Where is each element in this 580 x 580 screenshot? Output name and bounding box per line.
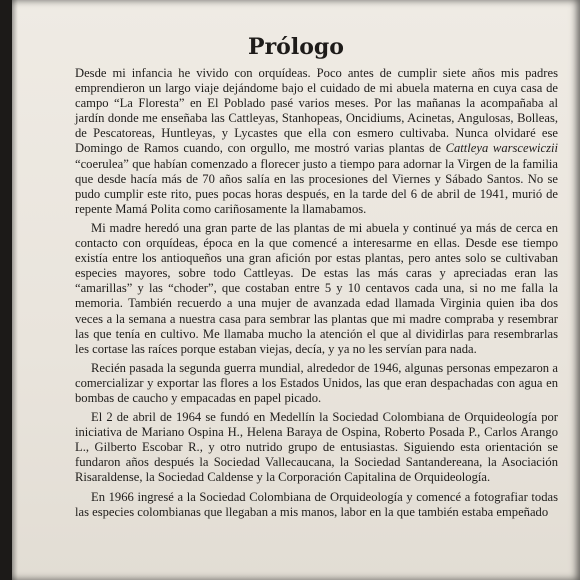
paragraph-5: En 1966 ingresé a la Sociedad Colombiana de Orquideología y comencé a fotografiar todas las especies colombianas que llegaban a mis manos, labor en la que también estaba empeñado [75,489,558,519]
species-name: Cattleya warscewiczii [445,141,558,156]
book-page [12,0,580,580]
paragraph-4: El 2 de abril de 1964 se fundó en Medellín la Sociedad Colombiana de Orquideología por iniciativa de Mariano Ospina H., Helena Baraya de Ospina, Roberto Posada P., Carlos Arango L., Gilberto Escobar R., y otro nutrido grupo de entusiastas. Siguiendo esta orientación se fundaron años después la Sociedad Vallecaucana, la Sociedad Santandereana, la Asociación Risaraldense, la Sociedad Caldense y la Corporación Capitalina de Orquideología. [75,410,558,485]
prologue-text [75,66,558,524]
paragraph-3: Recién pasada la segunda guerra mundial, alrededor de 1946, algunas personas empezaron a comercializar y exportar las flores a los Estados Unidos, las que eran despachadas con agua en bombas de caucho y empacadas en papel picado. [75,360,558,405]
page-title: Prólogo [248,34,344,60]
paragraph-2: Mi madre heredó una gran parte de las plantas de mi abuela y continué ya más de cerca en contacto con orquídeas, época en la que comencé a interesarme en ellas. Desde ese tiempo existía entre los antioqueños una gran afición por estas plantas, pero antes solo se cultivaban especies mayores, sobre todo Cattleyas. De estas las más caras y apreciadas eran las “amarillas” y las “choder”, que costaban entre 5 y 10 centavos cada una, si no me falla la memoria. También recuerdo a una mujer de avanzada edad llamada Virginia quien iba dos veces a la semana a nuestra casa para sembrar las plantas que mi madre compraba y resembrar las que tenía en cultivo. Me llamaba mucho la atención el que al dividirlas para resembrarlas les cortase las raíces porque estaban viejas, decía, y ya no les servían para nada. [75,220,558,356]
paragraph-1 [75,66,558,217]
paragraph-1-part-1: Desde mi infancia he vivido con orquídeas. Poco antes de cumplir siete años mis padres emprendieron un largo viaje dejándome bajo el cuidado de mi abuela materna en cuya casa de campo “La Floresta” en El Poblado pasé varios meses. Por las mañanas la acompañaba al jardín donde me enseñaba las Cattleyas, Stanhopeas, Oncidiums, Acinetas, Angulosas, Bolleas, de Pescatoreas, Huntleyas, y Lycastes que ella con esmero cultivaba. Nunca olvidaré ese Domingo de Ramos cuando, con orgullo, me mostró varias plantas de [75,66,558,156]
paragraph-1-part-2: “coerulea” que habían comenzado a florecer justo a tiempo para adornar la Virgen de la familia que desde hacía más de 70 años salía en las procesiones del Viernes y Sábado Santos. No se pudo cumplir este rito, pues pocas horas después, en la tarde del 6 de abril de 1941, murió de repente Mamá Polita como cariñosamente la llamabamos. [75,156,558,216]
